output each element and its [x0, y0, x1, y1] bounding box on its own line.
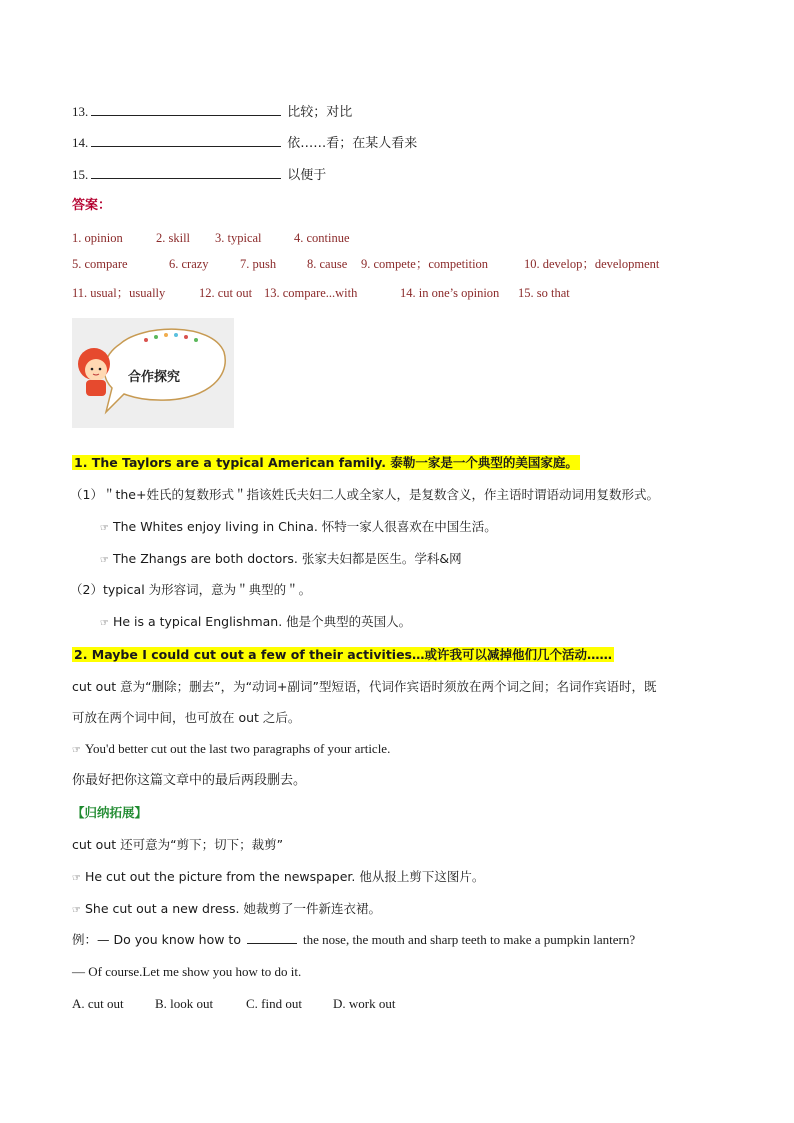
point2-desc-2: 可放在两个词中间，也可放在 out 之后。 — [72, 710, 301, 725]
cooperation-banner — [72, 318, 234, 428]
example-question: 例：— Do you know how to the nose, the mouth and sharp teeth to make a pumpkin lantern? — [72, 932, 636, 947]
point1-sub1: （1）＂the+姓氏的复数形式＂指该姓氏夫妇二人或全家人，是复数含义，作主语时谓语动词用复数形式。 — [70, 487, 659, 502]
point2-example-3: ☞ She cut out a new dress. 她裁剪了一件新连衣裙。 — [72, 901, 382, 916]
vocab-item-14: 14. 依……看；在某人看来 — [72, 135, 418, 151]
pointing-hand-icon: ☞ — [100, 555, 109, 566]
point1-example-1: ☞ The Whites enjoy living in China. 怀特一家人很喜欢在中国生活。 — [100, 519, 497, 534]
example-answer: — Of course.Let me show you how to do it. — [72, 964, 302, 979]
point1-example-3: ☞ He is a typical Englishman. 他是个典型的英国人。 — [100, 614, 412, 629]
answer-blank[interactable] — [91, 102, 281, 116]
example-options — [72, 995, 395, 1013]
answer-blank[interactable] — [91, 133, 281, 147]
vocab-item-15: 15. 以便于 — [72, 167, 327, 183]
option-c[interactable]: C. find out — [246, 996, 302, 1011]
point2-example-2: ☞ He cut out the picture from the newspaper. 他从报上剪下这图片。 — [72, 869, 485, 884]
pointing-hand-icon: ☞ — [72, 905, 81, 916]
pointing-hand-icon: ☞ — [72, 745, 81, 756]
answers-label: 答案： — [72, 198, 112, 213]
answers-row-3: 11. usual；usually 12. cut out 13. compare...with 14. in one’s opinion 15. so that — [72, 286, 570, 300]
pointing-hand-icon: ☞ — [72, 873, 81, 884]
expand-label: 【归纳拓展】 — [72, 805, 148, 820]
point2-heading: 2. Maybe I could cut out a few of their activities…或许我可以减掉他们几个活动…… — [74, 647, 612, 662]
vocab-item-13: 13. 比较；对比 — [72, 104, 353, 120]
pointing-hand-icon: ☞ — [100, 523, 109, 534]
answer-blank[interactable] — [91, 165, 281, 179]
answers-row-1: 1. opinion 2. skill 3. typical 4. continue — [72, 231, 350, 245]
option-b[interactable]: B. look out — [155, 996, 214, 1011]
point2-desc-1: cut out 意为“删除；删去”，为“动词+副词”型短语，代词作宾语时须放在两个词之间；名词作宾语时，既 — [72, 679, 657, 694]
point1-sub2: （2）typical 为形容词，意为＂典型的＂。 — [70, 582, 312, 597]
option-a[interactable]: A. cut out — [72, 996, 124, 1011]
expand-desc: cut out 还可意为“剪下；切下；裁剪” — [72, 837, 284, 852]
option-d[interactable]: D. work out — [333, 996, 396, 1011]
point1-example-2: ☞ The Zhangs are both doctors. 张家夫妇都是医生。学科&网 — [100, 551, 462, 566]
answers-row-2: 5. compare 6. crazy 7. push 8. cause 9. compete；competition 10. develop；development — [72, 257, 660, 271]
point1-heading: 1. The Taylors are a typical American family. 泰勒一家是一个典型的美国家庭。 — [74, 455, 578, 470]
question-blank[interactable] — [247, 931, 297, 944]
pointing-hand-icon: ☞ — [100, 618, 109, 629]
point2-example-1-translation: 你最好把你这篇文章中的最后两段删去。 — [72, 773, 307, 788]
banner-title: 合作探究 — [128, 370, 181, 385]
point2-example-1: ☞ You'd better cut out the last two paragraphs of your article. — [72, 741, 391, 756]
